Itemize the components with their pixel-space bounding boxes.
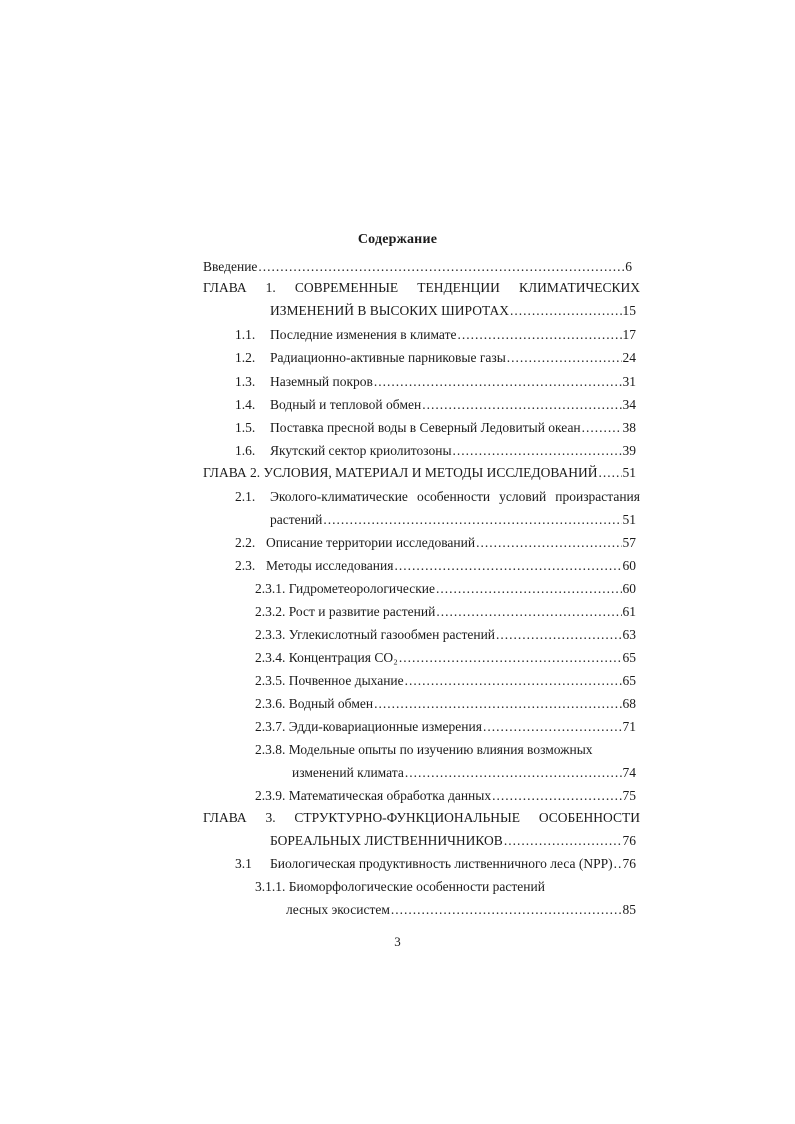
toc-entry-2-3-8-line2[interactable] xyxy=(292,765,636,781)
toc-entry-text: Методы исследования xyxy=(266,558,394,573)
word: ОСОБЕННОСТИ xyxy=(538,810,640,825)
toc-page-number: 61 xyxy=(622,604,636,619)
word: СОВРЕМЕННЫЕ xyxy=(294,280,399,295)
toc-page-number: 39 xyxy=(622,443,636,458)
toc-entry-text: 2.3.3. Углекислотный газообмен растений xyxy=(255,627,496,642)
toc-entry-text: изменений климата xyxy=(292,765,404,780)
toc-entry-text: Последние изменения в климате xyxy=(270,327,457,342)
toc-chapter-1-line2[interactable] xyxy=(270,303,636,319)
toc-page-number: 6 xyxy=(625,259,632,274)
toc-chapter-1-line1[interactable] xyxy=(203,280,640,296)
leader-dots xyxy=(492,788,621,804)
toc-section-number: 1.3. xyxy=(235,374,256,389)
toc-entry-3-1-1-line1[interactable]: 3.1.1. Биоморфологические особенности растений xyxy=(255,879,545,894)
toc-entry-2-3-3[interactable] xyxy=(255,627,636,643)
word: ГЛАВА xyxy=(203,810,247,825)
toc-section-number: 1.2. xyxy=(235,350,256,365)
toc-page-number: 34 xyxy=(622,397,636,412)
toc-entry-1-4[interactable] xyxy=(270,397,636,413)
leader-dots xyxy=(405,673,622,689)
toc-section-number: 1.6. xyxy=(235,443,256,458)
toc-entry-text: 2.3.9. Математическая обработка данных xyxy=(255,788,492,803)
toc-section-number: 1.4. xyxy=(235,397,256,412)
toc-chapter-2[interactable] xyxy=(203,465,636,481)
toc-page-number: 60 xyxy=(622,581,636,596)
toc-entry-text: 2.3.4. Концентрация СО₂ xyxy=(255,650,398,665)
word: Эколого-климатические xyxy=(270,489,408,504)
leader-dots xyxy=(394,558,621,574)
leader-dots xyxy=(399,650,622,666)
toc-entry-text: 2.3.7. Эдди-ковариационные измерения xyxy=(255,719,482,734)
toc-page-number: 17 xyxy=(622,327,636,342)
toc-section-number: 2.2. xyxy=(235,535,256,550)
leader-dots xyxy=(453,443,622,459)
leader-dots xyxy=(258,259,624,275)
toc-section-number: 2.1. xyxy=(235,489,256,504)
toc-section-number: 1.5. xyxy=(235,420,256,435)
leader-dots xyxy=(457,327,621,343)
toc-entry-text: БОРЕАЛЬНЫХ ЛИСТВЕННИЧНИКОВ xyxy=(270,833,503,848)
leader-dots xyxy=(510,303,621,319)
word: ТЕНДЕНЦИИ xyxy=(417,280,500,295)
page-number: 3 xyxy=(394,934,401,949)
toc-entry-text: 2.3.6. Водный обмен xyxy=(255,696,374,711)
toc-entry-2-1-line1[interactable] xyxy=(270,489,640,505)
leader-dots xyxy=(422,397,621,413)
toc-entry-text: ГЛАВА 2. УСЛОВИЯ, МАТЕРИАЛ И МЕТОДЫ ИССЛЕДОВАНИЙ xyxy=(203,465,598,480)
toc-page-number: 38 xyxy=(622,420,636,435)
toc-section-number: 3.1 xyxy=(235,856,252,871)
toc-entry-2-1-line2[interactable] xyxy=(270,512,636,528)
toc-entry-1-2[interactable] xyxy=(270,350,636,366)
toc-page-number: 74 xyxy=(622,765,636,780)
leader-dots xyxy=(323,512,621,528)
word: особенности xyxy=(416,489,491,504)
toc-entry-text: Биологическая продуктивность лиственничного леса (NPP) xyxy=(270,856,613,871)
toc-page-number: 51 xyxy=(622,512,636,527)
leader-dots xyxy=(582,420,622,436)
toc-page-number: 63 xyxy=(622,627,636,642)
toc-entry-2-3-4[interactable] xyxy=(255,650,636,666)
toc-entry-text: ИЗМЕНЕНИЙ В ВЫСОКИХ ШИРОТАХ xyxy=(270,303,510,318)
toc-entry-2-3-6[interactable] xyxy=(255,696,636,712)
toc-title: Содержание xyxy=(357,232,438,247)
toc-page-number: 85 xyxy=(622,902,636,917)
toc-entry-1-3[interactable] xyxy=(270,374,636,390)
toc-chapter-3-line1[interactable] xyxy=(203,810,640,826)
leader-dots xyxy=(436,604,621,620)
toc-entry-text: Описание территории исследований xyxy=(266,535,476,550)
toc-page-number: 57 xyxy=(622,535,636,550)
word: 3. xyxy=(265,810,276,825)
word: 1. xyxy=(265,280,276,295)
leader-dots xyxy=(507,350,622,366)
toc-entry-text: Поставка пресной воды в Северный Ледовитый океан xyxy=(270,420,581,435)
toc-page-number: 68 xyxy=(622,696,636,711)
toc-entry-text: 2.3.5. Почвенное дыхание xyxy=(255,673,404,688)
leader-dots xyxy=(436,581,621,597)
toc-entry-2-3-5[interactable] xyxy=(255,673,636,689)
leader-dots xyxy=(496,627,621,643)
toc-section-number: 1.1. xyxy=(235,327,256,342)
toc-entry-text: Радиационно-активные парниковые газы xyxy=(270,350,506,365)
toc-entry-text: Наземный покров xyxy=(270,374,373,389)
toc-chapter-3-line2[interactable] xyxy=(270,833,636,849)
leader-dots xyxy=(374,374,622,390)
toc-entry-2-2[interactable] xyxy=(266,535,636,551)
toc-page-number: 76 xyxy=(622,833,636,848)
leader-dots xyxy=(405,765,622,781)
toc-page-number: 65 xyxy=(622,650,636,665)
toc-page-number: 71 xyxy=(622,719,636,734)
leader-dots xyxy=(391,902,622,918)
toc-page-number: 31 xyxy=(622,374,636,389)
leader-dots xyxy=(483,719,622,735)
leader-dots xyxy=(374,696,621,712)
toc-page-number: 15 xyxy=(622,303,636,318)
toc-page-number: 60 xyxy=(622,558,636,573)
toc-entry-2-3-2[interactable] xyxy=(255,604,636,620)
word: ГЛАВА xyxy=(203,280,247,295)
toc-section-number: 2.3. xyxy=(235,558,256,573)
toc-entry-1-6[interactable] xyxy=(270,443,636,459)
toc-entry-2-3-1[interactable] xyxy=(255,581,636,597)
toc-entry-2-3-9[interactable] xyxy=(255,788,636,804)
toc-entry-3-1-1-line2[interactable] xyxy=(286,902,636,918)
toc-entry-text: Якутский сектор криолитозоны xyxy=(270,443,452,458)
toc-page-number: 24 xyxy=(622,350,636,365)
leader-dots xyxy=(599,465,622,481)
toc-entry-text: растений xyxy=(270,512,323,527)
word: СТРУКТУРНО-ФУНКЦИОНАЛЬНЫЕ xyxy=(294,810,521,825)
toc-page-number: 75 xyxy=(622,788,636,803)
leader-dots xyxy=(504,833,622,849)
toc-entry-2-3[interactable] xyxy=(266,558,636,574)
toc-entry-1-5[interactable] xyxy=(270,420,636,436)
toc-entry-text: Водный и тепловой обмен xyxy=(270,397,422,412)
leader-dots xyxy=(476,535,621,551)
toc-page-number: 65 xyxy=(622,673,636,688)
word: КЛИМАТИЧЕСКИХ xyxy=(518,280,640,295)
toc-entry-2-3-7[interactable] xyxy=(255,719,636,735)
toc-entry-2-3-8-line1[interactable]: 2.3.8. Модельные опыты по изучению влияния возможных xyxy=(255,742,593,757)
toc-page-number: 51 xyxy=(622,465,636,480)
toc-entry-text: 2.3.1. Гидрометеорологические xyxy=(255,581,436,596)
toc-entry-text: 2.3.2. Рост и развитие растений xyxy=(255,604,436,619)
toc-entry-text: Введение xyxy=(203,259,258,274)
toc-entry-3-1[interactable] xyxy=(270,856,636,872)
word: произрастания xyxy=(555,489,640,504)
toc-entry-1-1[interactable] xyxy=(270,327,636,343)
toc-entry-intro[interactable] xyxy=(203,259,632,275)
word: условий xyxy=(499,489,547,504)
leader-dots xyxy=(614,856,622,872)
toc-entry-text: лесных экосистем xyxy=(286,902,390,917)
toc-page-number: 76 xyxy=(622,856,636,871)
